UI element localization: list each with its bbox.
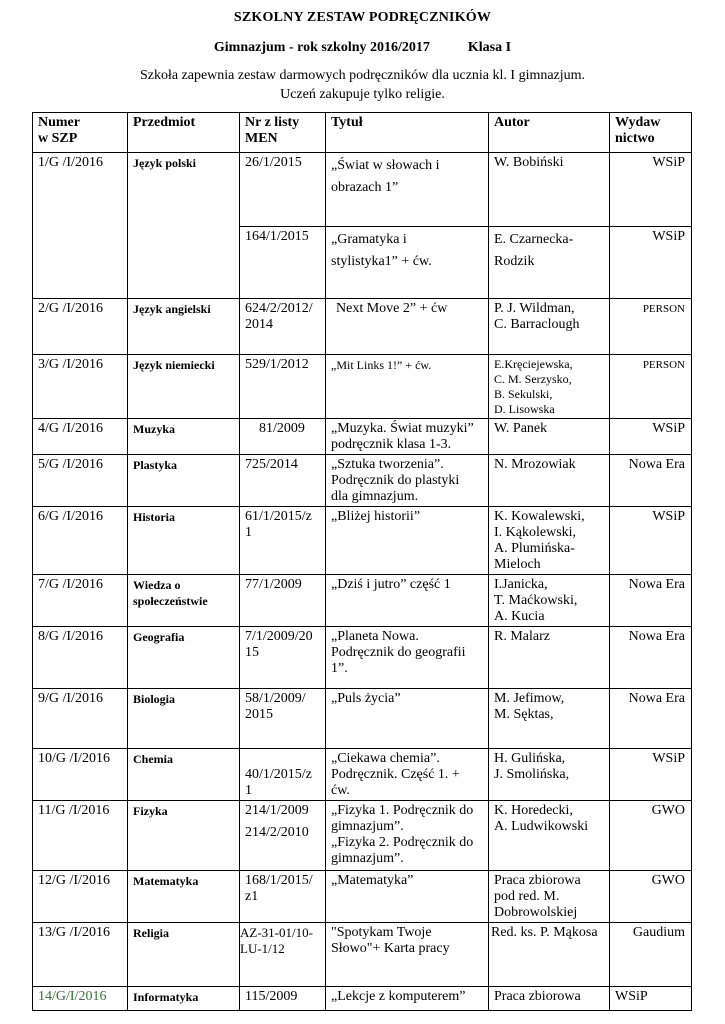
cell-subject: Chemia [128, 749, 240, 801]
header-number: Numer w SZP [33, 113, 128, 153]
cell-men: 26/1/2015 [240, 153, 326, 227]
cell-men: 81/2009 [240, 419, 326, 455]
cell-subject: Język polski [128, 153, 240, 299]
cell-author: Red. ks. P. Mąkosa [489, 923, 610, 987]
cell-publisher: GWO [610, 801, 692, 871]
cell-author: M. Jefimow, M. Sęktas, [489, 689, 610, 749]
cell-author: E. Czarnecka- Rodzik [489, 227, 610, 299]
table-row [33, 987, 692, 1011]
cell-title: „Planeta Nowa. Podręcznik do geografii 1”. [326, 627, 489, 689]
cell-men: AZ-31-01/10- LU-1/12 [240, 923, 326, 987]
table-row [33, 749, 692, 801]
cell-title: „Bliżej historii” [326, 507, 489, 575]
cell-number: 11/G /I/2016 [33, 801, 128, 871]
cell-number: 3/G /I/2016 [33, 355, 128, 419]
cell-number: 2/G /I/2016 [33, 299, 128, 355]
note-line: Szkoła zapewnia zestaw darmowych podręczników dla ucznia kl. I gimnazjum. [139, 68, 586, 83]
header-subject: Przedmiot [128, 113, 240, 153]
cell-number: 8/G /I/2016 [33, 627, 128, 689]
table-row [33, 419, 692, 455]
cell-men: 58/1/2009/ 2015 [240, 689, 326, 749]
cell-subject: Wiedza o społeczeństwie [128, 575, 240, 627]
table-row [33, 575, 692, 627]
table-row [33, 689, 692, 749]
table-row [33, 455, 692, 507]
cell-author: P. J. Wildman, C. Barraclough [489, 299, 610, 355]
cell-men: 529/1/2012 [240, 355, 326, 419]
cell-subject: Historia [128, 507, 240, 575]
cell-number: 14/G/I/2016 [33, 987, 128, 1011]
cell-title: „Muzyka. Świat muzyki” podręcznik klasa 1-3. [326, 419, 489, 455]
cell-men: 214/1/2009 214/2/2010 [240, 801, 326, 871]
cell-number: 12/G /I/2016 [33, 871, 128, 923]
cell-title: Next Move 2” + ćw [326, 299, 489, 355]
cell-title: „Puls życia” [326, 689, 489, 749]
cell-number: 1/G /I/2016 [33, 153, 128, 299]
cell-author: R. Malarz [489, 627, 610, 689]
table-header-row [33, 113, 692, 153]
cell-subject: Muzyka [128, 419, 240, 455]
cell-number: 10/G /I/2016 [33, 749, 128, 801]
header-author: Autor [489, 113, 610, 153]
cell-publisher: Nowa Era [610, 455, 692, 507]
cell-men: 115/2009 [240, 987, 326, 1011]
table-row [33, 801, 692, 871]
cell-author: W. Panek [489, 419, 610, 455]
cell-subject: Fizyka [128, 801, 240, 871]
cell-subject: Język niemiecki [128, 355, 240, 419]
cell-publisher: WSiP [610, 227, 692, 299]
cell-title: „Świat w słowach i obrazach 1” [326, 153, 489, 227]
cell-author: E.Kręciejewska, C. M. Serzysko, B. Sekulski, D. Lisowska [489, 355, 610, 419]
table-row [33, 923, 692, 987]
cell-author: K. Kowalewski, I. Kąkolewski, A. Plumińska- Mieloch [489, 507, 610, 575]
table-row [33, 355, 692, 419]
note-text [0, 66, 725, 104]
cell-men: 164/1/2015 [240, 227, 326, 299]
cell-title: „Fizyka 1. Podręcznik do gimnazjum”. „Fizyka 2. Podręcznik do gimnazjum”. [326, 801, 489, 871]
cell-men: 77/1/2009 [240, 575, 326, 627]
cell-subject: Plastyka [128, 455, 240, 507]
header-title: Tytuł [326, 113, 489, 153]
table-row [33, 871, 692, 923]
cell-number: 13/G /I/2016 [33, 923, 128, 987]
cell-title: „Dziś i jutro” część 1 [326, 575, 489, 627]
cell-publisher: Nowa Era [610, 575, 692, 627]
cell-subject: Informatyka [128, 987, 240, 1011]
cell-subject: Biologia [128, 689, 240, 749]
cell-title: „Gramatyka i stylistyka1” + ćw. [326, 227, 489, 299]
cell-publisher: PERSON [610, 355, 692, 419]
cell-author: I.Janicka, T. Maćkowski, A. Kucia [489, 575, 610, 627]
cell-subject: Geografia [128, 627, 240, 689]
cell-publisher: WSiP [610, 507, 692, 575]
cell-men: 40/1/2015/z 1 [240, 749, 326, 801]
cell-author: Praca zbiorowa pod red. M. Dobrowolskiej [489, 871, 610, 923]
table-row [33, 299, 692, 355]
cell-publisher: WSiP [610, 749, 692, 801]
cell-subject: Matematyka [128, 871, 240, 923]
school-year-label: Gimnazjum - rok szkolny 2016/2017 [213, 40, 430, 55]
document-title: SZKOLNY ZESTAW PODRĘCZNIKÓW [233, 10, 492, 25]
textbook-table [32, 112, 692, 1011]
cell-men: 61/1/2015/z 1 [240, 507, 326, 575]
cell-subject: Język angielski [128, 299, 240, 355]
cell-title: „Ciekawa chemia”. Podręcznik. Część 1. + ćw. [326, 749, 489, 801]
header-men: Nr z listy MEN [240, 113, 326, 153]
cell-publisher: Gaudium [610, 923, 692, 987]
cell-author: N. Mrozowiak [489, 455, 610, 507]
note-line: Uczeń zakupuje tylko religie. [280, 87, 445, 102]
cell-author: Praca zbiorowa [489, 987, 610, 1011]
cell-publisher: WSiP [610, 987, 692, 1011]
cell-men: 7/1/2009/20 15 [240, 627, 326, 689]
cell-number: 7/G /I/2016 [33, 575, 128, 627]
cell-author: W. Bobiński [489, 153, 610, 227]
cell-men: 624/2/2012/ 2014 [240, 299, 326, 355]
cell-publisher: WSiP [610, 153, 692, 227]
header-publisher: Wydaw nictwo [610, 113, 692, 153]
table-row [33, 153, 692, 227]
cell-subject: Religia [128, 923, 240, 987]
cell-publisher: WSiP [610, 419, 692, 455]
cell-publisher: PERSON [610, 299, 692, 355]
cell-number: 4/G /I/2016 [33, 419, 128, 455]
cell-publisher: Nowa Era [610, 627, 692, 689]
cell-publisher: Nowa Era [610, 689, 692, 749]
cell-title: „Lekcje z komputerem” [326, 987, 489, 1011]
cell-men: 168/1/2015/ z1 [240, 871, 326, 923]
cell-author: H. Gulińska, J. Smolińska, [489, 749, 610, 801]
cell-number: 5/G /I/2016 [33, 455, 128, 507]
cell-publisher: GWO [610, 871, 692, 923]
cell-title: „Matematyka” [326, 871, 489, 923]
cell-title: „Sztuka tworzenia”. Podręcznik do plastyki dla gimnazjum. [326, 455, 489, 507]
cell-number: 6/G /I/2016 [33, 507, 128, 575]
class-label: Klasa I [467, 40, 512, 55]
document-subtitle [0, 40, 725, 56]
table-row [33, 507, 692, 575]
cell-title: "Spotykam Twoje Słowo"+ Karta pracy [326, 923, 489, 987]
table-row [33, 627, 692, 689]
cell-men: 725/2014 [240, 455, 326, 507]
cell-number: 9/G /I/2016 [33, 689, 128, 749]
cell-author: K. Horedecki, A. Ludwikowski [489, 801, 610, 871]
cell-title: „Mit Links 1!” + ćw. [326, 355, 489, 419]
